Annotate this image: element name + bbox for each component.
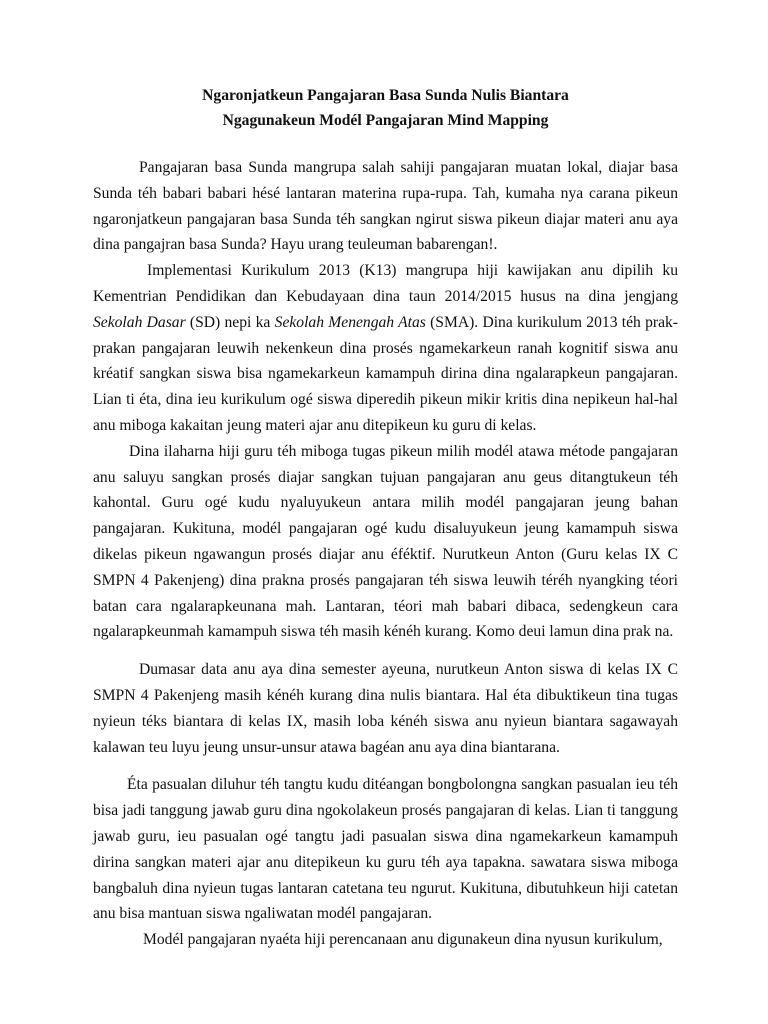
paragraph-1: Pangajaran basa Sunda mangrupa salah sahiji pangajaran muatan lokal, diajar basa Sunda téh babari babari hésé lantaran materina rupa-rupa. Tah, kumaha nya carana pikeun ngaronjatkeun pangajaran basa Sunda téh sangkan ngirut siswa pikeun diajar materi anu aya dina pangajran basa Sunda? Hayu urang teuleuman babarengan!. [93,159,678,254]
paragraph-4: Dumasar data anu aya dina semester ayeuna, nurutkeun Anton siswa di kelas IX C SMPN 4 Pakenjeng masih kénéh kurang dina nulis biantara. Hal éta dibuktikeun tina tugas nyieun téks biantara di kelas IX, masih loba kénéh siswa anu nyieun biantara sagawayah kalawan teu luyu jeung unsur-unsur atawa bagéan anu aya dina biantarana. [93,661,678,756]
paragraph-2-text-a: Implementasi Kurikulum 2013 (K13) mangrupa hiji kawijakan anu dipilih ku Kementrian Pendidikan dan Kebudayaan dina taun 2014/2015 husus na dina jengjang [93,262,678,305]
document-page [93,83,678,953]
paragraph-2-text-b: (SD) nepi ka [185,313,275,331]
paragraph-2-italic-2: Sekolah Menengah Atas [274,313,426,331]
paragraph-6: Modél pangajaran nyaéta hiji perencanaan anu digunakeun dina nyusun kurikulum, [143,931,663,949]
document-title-line-1: Ngaronjatkeun Pangajaran Basa Sunda Nulis Biantara [202,87,569,104]
document-title-line-2: Ngagunakeun Modél Pangajaran Mind Mapping [222,112,549,129]
paragraph-3: Dina ilaharna hiji guru téh miboga tugas pikeun milih modél atawa métode pangajaran anu saluyu sangkan prosés diajar sangkan tujuan pangajaran anu geus ditangtukeun téh kahontal. Guru ogé kudu nyaluyukeun antara milih modél pangajaran jeung bahan pangajaran. Kukituna, modél pangajaran ogé kudu disaluyukeun jeung kamampuh siswa dikelas pikeun ngawangun prosés diajar anu éféktif. Nurutkeun Anton (Guru kelas IX C SMPN 4 Pakenjeng) dina prakna prosés pangajaran téh siswa leuwih téréh nyangking téori batan cara ngalarapkeunana mah. Lantaran, téori mah babari dibaca, sedengkeun cara ngalarapkeunmah kamampuh siswa téh masih kénéh kurang. Komo deui lamun dina prak na. [93,442,678,641]
paragraph-5: Éta pasualan diluhur téh tangtu kudu ditéangan bongbolongna sangkan pasualan ieu téh bisa jadi tanggung jawab guru dina ngokolakeun prosés pangajaran di kelas. Lian ti tanggung jawab guru, ieu pasualan ogé tangtu jadi pasualan siswa dina ngamekarkeun kamampuh dirina sangkan materi ajar anu ditepikeun ku guru téh aya tapakna. sawatara siswa miboga bangbaluh dina nyieun tugas lantaran catetana teu ngurut. Kukituna, dibutuhkeun hiji catetan anu bisa mantuan siswa ngaliwatan modél pangajaran. [93,776,678,923]
paragraph-2-text-c: (SMA). Dina kurikulum 2013 téh prak-prakan pangajaran leuwih nekenkeun dina prosés ngamekarkeun ranah kognitif siswa anu kréatif sangkan siswa bisa ngamekarkeun kamampuh dirina dina ngalarapkeun pangajaran. Lian ti éta, dina ieu kurikulum ogé siswa diperedih pikeun mikir kritis dina nepikeun hal-hal anu miboga kakaitan jeung materi ajar anu ditepikeun ku guru di kelas. [93,313,678,434]
paragraph-2 [93,258,678,439]
paragraph-2-italic-1: Sekolah Dasar [93,313,186,331]
